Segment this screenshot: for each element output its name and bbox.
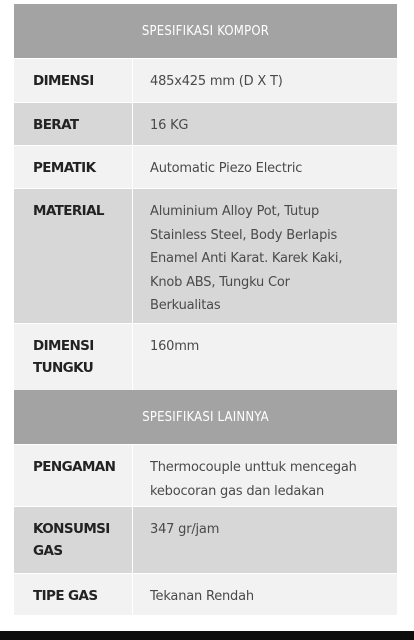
- section-header-lainnya: [14, 390, 397, 444]
- section-title: SPESIFIKASI LAINNYA: [142, 409, 269, 425]
- section-title: SPESIFIKASI KOMPOR: [141, 23, 270, 39]
- spec-value: Aluminium Alloy Pot, Tutup Stainless Steel, Body Berlapis Enamel Anti Karat. Karek Kaki, Knob ABS, Tungku Cor Berkualitas: [150, 204, 343, 313]
- spec-label: TIPE GAS: [33, 588, 98, 604]
- spec-row-dimensi: [14, 58, 397, 102]
- spec-row-berat: [14, 102, 397, 145]
- spec-row-tipe-gas: [14, 573, 397, 615]
- section-header-kompor: [14, 4, 397, 58]
- spec-value: 485x425 mm (D X T): [150, 74, 283, 89]
- spec-value: 16 KG: [150, 118, 189, 133]
- spec-label: MATERIAL: [33, 203, 104, 219]
- bottom-bar: [0, 631, 414, 640]
- spec-label: DIMENSI: [33, 73, 94, 89]
- spec-label: KONSUMSI GAS: [33, 521, 110, 559]
- spec-value: Thermocouple unttuk mencegah kebocoran gas dan ledakan: [150, 460, 357, 499]
- spec-value: 347 gr/jam: [150, 522, 220, 537]
- spec-row-konsumsi-gas: [14, 506, 397, 573]
- spec-row-material: [14, 188, 397, 323]
- spec-row-pengaman: [14, 444, 397, 506]
- spec-label: DIMENSI TUNGKU: [33, 338, 94, 376]
- spec-label: BERAT: [33, 117, 79, 133]
- spec-sheet: [14, 4, 397, 615]
- spec-value: 160mm: [150, 339, 200, 354]
- spec-row-pematik: [14, 145, 397, 188]
- spec-value: Automatic Piezo Electric: [150, 161, 303, 176]
- spec-value: Tekanan Rendah: [150, 589, 254, 604]
- spec-label: PEMATIK: [33, 160, 96, 176]
- spec-row-dimensi-tungku: [14, 323, 397, 390]
- spec-label: PENGAMAN: [33, 459, 116, 475]
